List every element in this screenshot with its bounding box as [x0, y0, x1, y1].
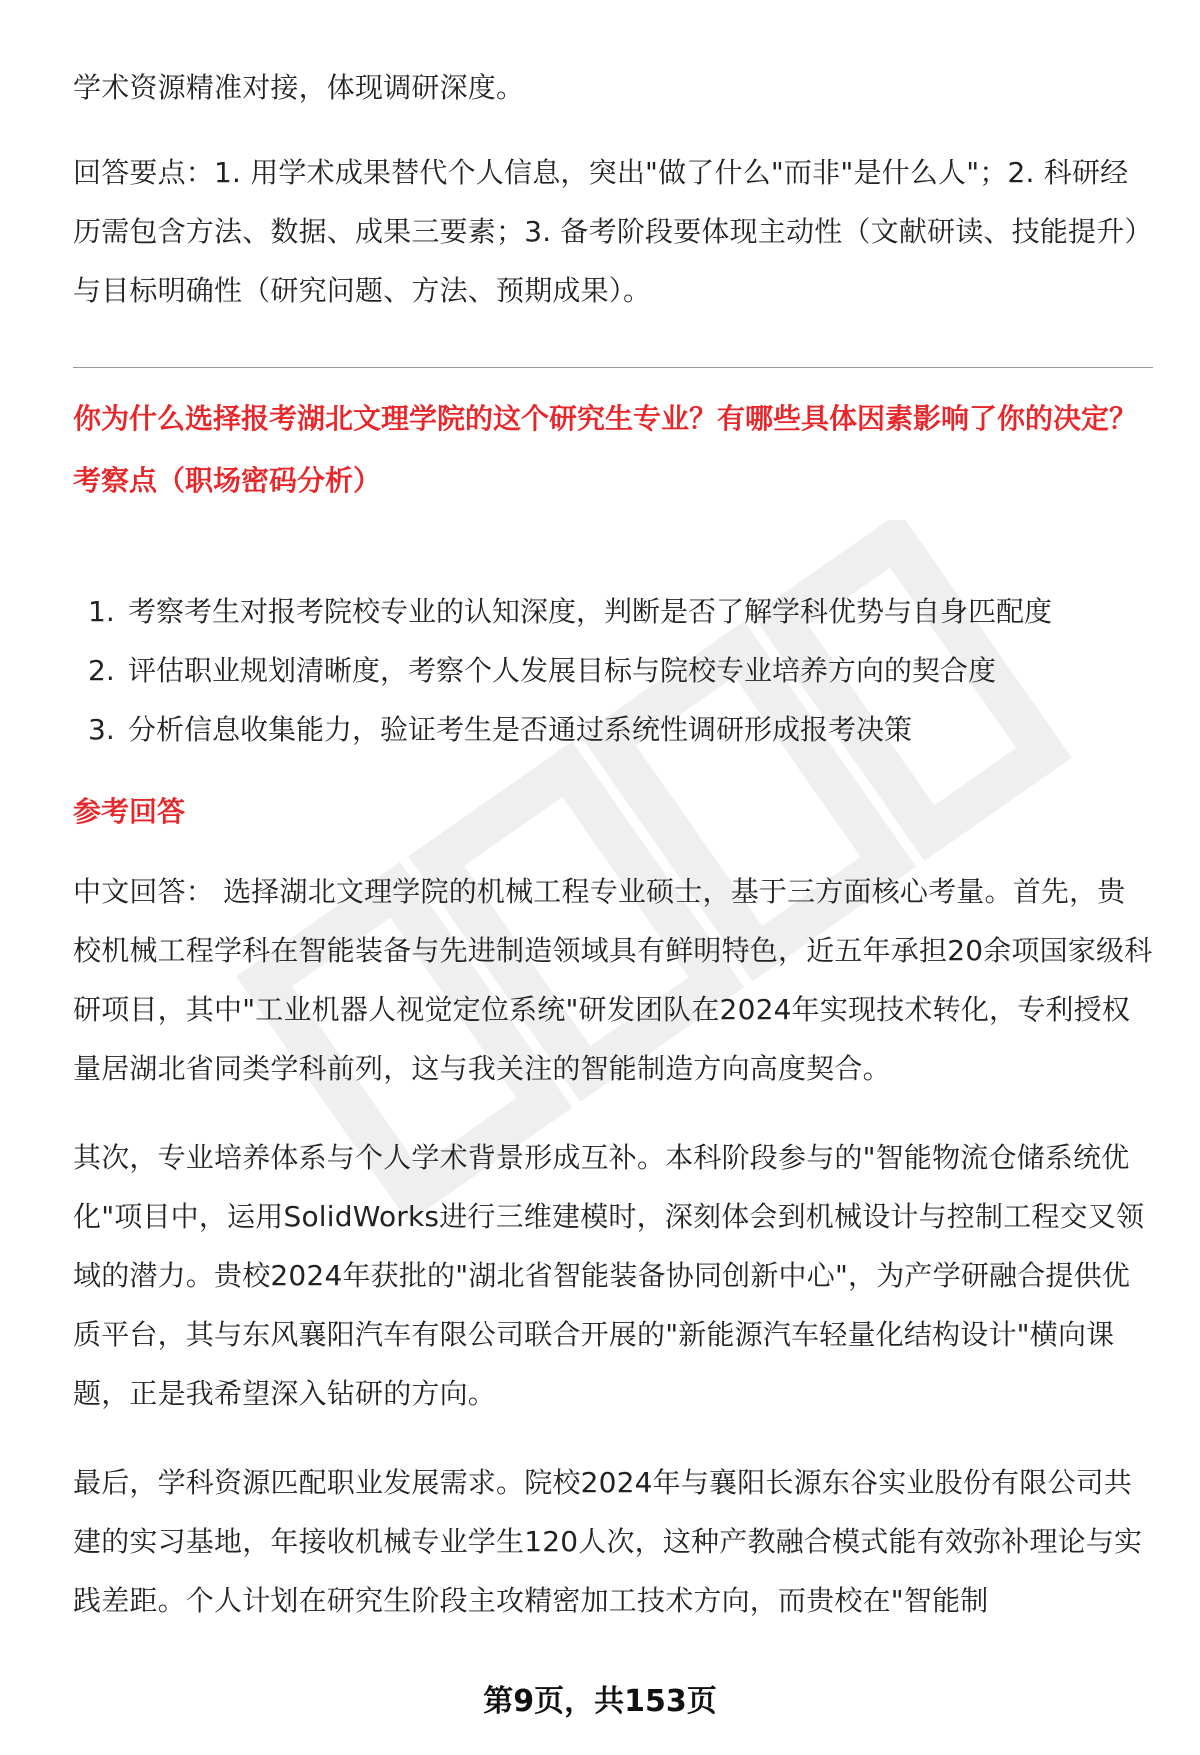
reference-answer-heading: 参考回答 [73, 795, 186, 828]
question-heading: 你为什么选择报考湖北文理学院的这个研究生专业？有哪些具体因素影响了你的决定？ [73, 402, 1138, 435]
answer-paragraph: 最后，学科资源匹配职业发展需求。院校2024年与襄阳长源东谷实业股份有限公司共建的实习基地，年接收机械专业学生120人次，这种产教融合模式能有效弥补理论与实践差距。个人计划在研究生阶段主攻精密加工技术方向，而贵校在"智能制 [73, 1466, 1143, 1617]
list-item [73, 582, 1153, 641]
list-item [73, 700, 1153, 759]
list-item-number: 1. [88, 595, 115, 628]
answer-paragraph: 中文回答： 选择湖北文理学院的机械工程专业硕士，基于三方面核心考量。首先，贵校机械工程学科在智能装备与先进制造领域具有鲜明特色，近五年承担20余项国家级科研项目，其中"工业机器人视觉定位系统"研发团队在2024年实现技术转化，专利授权量居湖北省同类学科前列，这与我关注的智能制造方向高度契合。 [73, 875, 1153, 1085]
list-item-text: 分析信息收集能力，验证考生是否通过系统性调研形成报考决策 [128, 713, 913, 746]
list-item-number: 3. [88, 713, 115, 746]
answer-paragraph: 其次，专业培养体系与个人学术背景形成互补。本科阶段参与的"智能物流仓储系统优化"项目中，运用SolidWorks进行三维建模时，深刻体会到机械设计与控制工程交叉领域的潜力。贵校2024年获批的"湖北省智能装备协同创新中心"，为产学研融合提供优质平台，其与东风襄阳汽车有限公司联合开展的"新能源汽车轻量化结构设计"横向课题，正是我希望深入钻研的方向。 [73, 1141, 1145, 1410]
list-item-text: 评估职业规划清晰度，考察个人发展目标与院校专业培养方向的契合度 [128, 654, 997, 687]
page-number: 第9页，共153页 [483, 1684, 717, 1719]
exam-points-heading: 考察点（职场密码分析） [73, 464, 382, 497]
list-item-number: 2. [88, 654, 115, 687]
section-divider [73, 367, 1153, 368]
key-points-paragraph: 回答要点：1. 用学术成果替代个人信息，突出"做了什么"而非"是什么人"；2. 科研经历需包含方法、数据、成果三要素；3. 备考阶段要体现主动性（文献研读、技能提升）与目标明确性（研究问题、方法、预期成果）。 [73, 156, 1153, 307]
list-item-text: 考察考生对报考院校专业的认知深度，判断是否了解学科优势与自身匹配度 [128, 595, 1053, 628]
exam-points-list [73, 582, 1153, 759]
intro-section [73, 58, 1153, 320]
list-item [73, 641, 1153, 700]
intro-line: 学术资源精准对接，体现调研深度。 [73, 71, 525, 104]
reference-answer [73, 862, 1153, 1630]
